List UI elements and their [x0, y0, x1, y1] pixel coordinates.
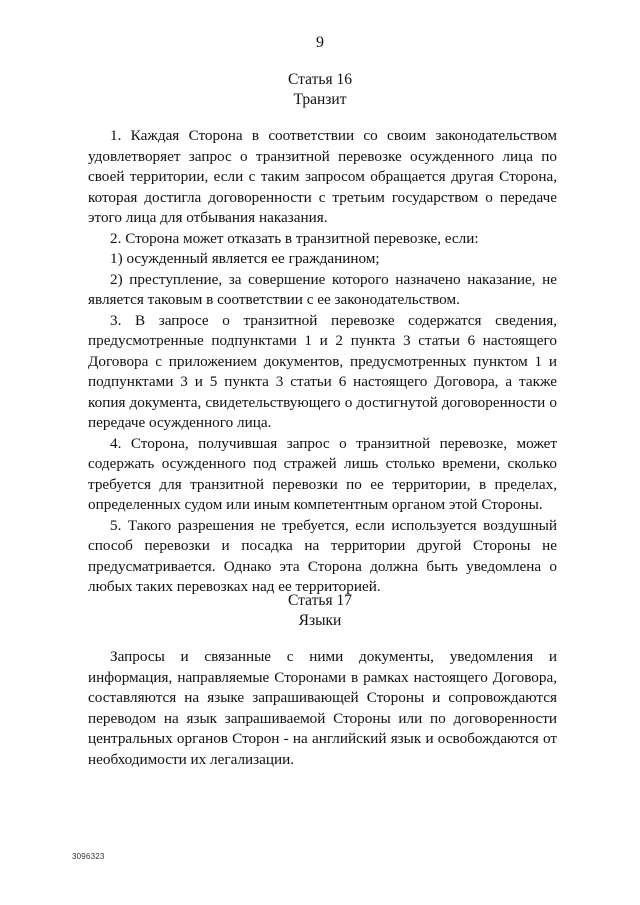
article-16-paragraph: 3. В запросе о транзитной перевозке содержатся сведения, предусмотренные подпунктами 1 и 2 пункта 3 статьи 6 настоящего Договора с приложением документов, предусмотренных пунктом 1 и подпунктами 3 и 5 пункта 3 статьи 6 настоящего Договора, а также копия документа, свидетельствующего о достигнутой договоренности о передаче осужденного лица.: [88, 311, 557, 431]
article-16-paragraph: 1. Каждая Сторона в соответствии со своим законодательством удовлетворяет запрос о транзитной перевозке осужденного лица по своей территории, если с таким запросом обращается другая Сторона, которая достигла договоренности с третьим государством о передаче этого лица для отбывания наказания.: [88, 127, 557, 226]
article-16-title: Статья 16: [288, 71, 352, 88]
page-number: 9: [316, 34, 324, 51]
article-16-subtitle: Транзит: [293, 91, 347, 108]
article-16-paragraph: 1) осужденный является ее гражданином;: [110, 250, 380, 267]
document-code: 3096323: [72, 852, 105, 861]
article-17-title: Статья 17: [288, 592, 352, 609]
article-16-paragraph: 4. Сторона, получившая запрос о транзитной перевозке, может содержать осужденного под стражей лишь столько времени, сколько требуется для транзитной перевозки по ее территории, в пределах, определенных судом или иным компетентным органом этой Стороны.: [88, 434, 557, 513]
article-17-subtitle: Языки: [298, 612, 342, 629]
article-16-body: [88, 126, 557, 598]
article-16-heading: [0, 70, 640, 110]
article-16-paragraph: 2) преступление, за совершение которого назначено наказание, не является таковым в соответствии с ее законодательством.: [88, 270, 557, 308]
article-16-paragraph: 2. Сторона может отказать в транзитной перевозке, если:: [110, 229, 479, 247]
article-17-heading: [0, 591, 640, 631]
article-16-paragraph: 5. Такого разрешения не требуется, если используется воздушный способ перевозки и посадка на территории другой Стороны не предусматривается. Однако эта Сторона должна быть уведомлена о любых таких перевозках над ее территорией.: [88, 516, 557, 595]
article-17-paragraph: Запросы и связанные с ними документы, уведомления и информация, направляемые Сторонами в рамках настоящего Договора, составляются на языке запрашивающей Стороны и сопровождаются переводом на язык запрашиваемой Стороны или по договоренности центральных органов Сторон - на английский язык и освобождаются от необходимости их легализации.: [88, 648, 557, 768]
article-17-body: [88, 647, 557, 770]
